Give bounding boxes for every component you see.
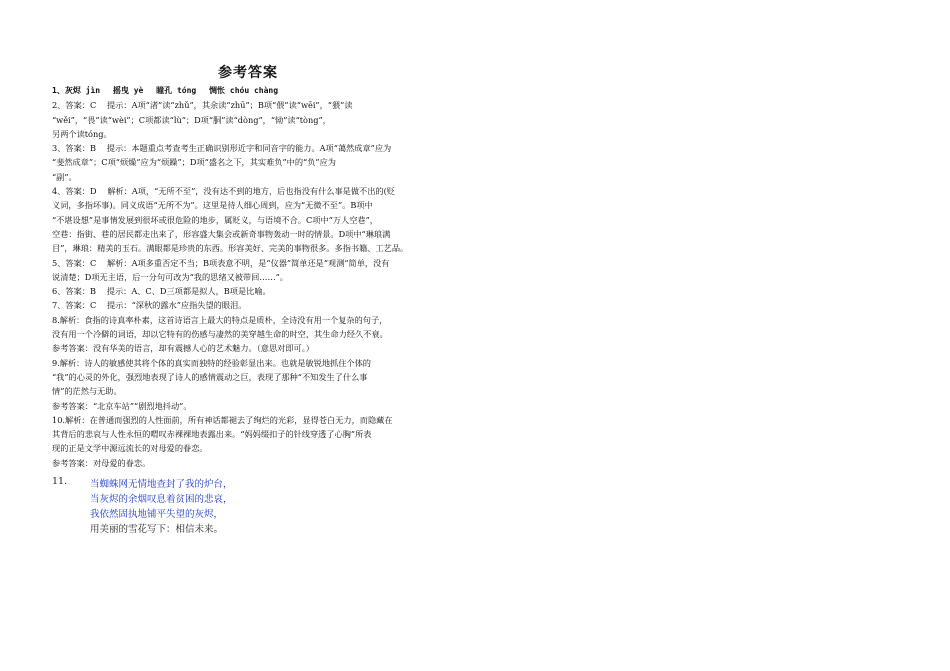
answer-line: 说清楚；D项无主语，后一分句可改为“我的思绪又被带回……”。 [52,271,288,282]
answer-line: “我”的心灵的外化，强烈地表现了诗人的感情震动之巨，表现了那种“不知发生了什么事 [52,371,368,382]
answer-line: 9.解析：诗人的敏感使其将个体的真实而独特的经验彰显出来。也就是敏锐地抓住个体的 [52,357,371,368]
answer-line: 没有用一个冷僻的词语，却以它特有的伤感与凄然的美穿越生命的时空，其生命力经久不衰。 [52,329,388,340]
answer-line: 目”，琳琅：精美的玉石。满眼都是珍贵的东西。形容美好、完美的事物很多。多指书籍、工艺品。 [52,243,409,254]
answer-line: 另两个读tóng。 [52,128,112,139]
poem-line: 我依然固执地铺平失望的灰烬， [90,509,224,520]
answer-line: “副”。 [52,171,77,182]
answer-line: 义词，多指坏事)。同义成语“无所不为”。这里是待人细心周到，应为“无微不至”。B项中 [52,200,373,211]
answer-line: 1、灰烬 jìn 摇曳 yè 瞳孔 tóng 惆怅 chóu chàng [52,86,279,95]
answer-line: 3、答案：B 提示：本题重点考查考生正确识别形近字和同音字的能力。A项“蔼然成章”应为 [52,143,392,154]
page-title: 参考答案 [218,65,278,81]
answer-line: 其背后的悲哀与人性永恒的喟叹赤裸裸地表露出来。“妈妈缀扣子的针线穿透了心胸”所表 [52,429,372,440]
answer-line: 参考答案：没有华美的语言，却有震撼人心的艺术魅力。（意思对即可。） [52,343,314,354]
answer-line: 8.解析：食指的诗真率朴素，这首诗语言上最大的特点是质朴，全诗没有用一个复杂的句子， [52,314,388,325]
answer-line: “斐然成章”；C项“烦燥”应为“烦躁”；D项“盛名之下，其实难负”中的“负”应为 [52,157,336,168]
poem-line: 当灰烬的余烟叹息着贫困的悲哀， [90,494,233,505]
answer-line: 参考答案：“北京车站”“剧烈地抖动”。 [52,400,192,411]
poem-line: 用美丽的雪花写下：相信未来。 [90,524,224,535]
answer-line: 7、答案：C 提示：“深秋的露水”应指失望的眼泪。 [52,300,247,311]
answer-line: 参考答案：对母爱的眷恋。 [52,457,151,468]
question-number: 11. [52,476,68,487]
answer-line: 2、答案：C 提示：A项“渚”读“zhǔ”，其余读“zhū”；B项“偎”读“wēi”，“猥”读 [52,100,353,111]
answer-line: 空巷：指街、巷的居民都走出来了，形容盛大集会或新奇事物轰动一时的情景。D项中“琳琅满 [52,228,391,239]
answer-line: 4、答案：D 解析：A项，“无所不至”，没有达不到的地方，后也指没有什么事是做不出的(贬 [52,186,395,197]
answer-line: 5、答案：C 解析：A项多重否定不当；B项表意不明，是“仪器”简单还是“观测”简单，没有 [52,257,390,268]
poem-line: 当蜘蛛网无情地查封了我的炉台， [90,479,233,490]
answer-line: 情”的茫然与无助。 [52,386,122,397]
answer-line: “wěi”，“畏”读“wèi”；C项都读“lù”；D项“胴”读“dòng”，“恸”读“tòng”， [52,114,331,125]
answer-line: 6、答案：B 提示：A、C、D三项都是拟人，B项是比喻。 [52,286,271,297]
answer-line: 现的正是文学中源远流长的对母爱的眷恋。 [52,443,208,454]
answer-line: 10.解析：在普通而强烈的人性面前，所有神话都褪去了绚烂的光彩，显得苍白无力，而隐藏在 [52,414,393,425]
answer-list [52,84,452,470]
answer-line: “不堪设想”是事情发展到很坏或很危险的地步，属贬义，与语境不合。C项中“万人空巷”， [52,214,378,225]
